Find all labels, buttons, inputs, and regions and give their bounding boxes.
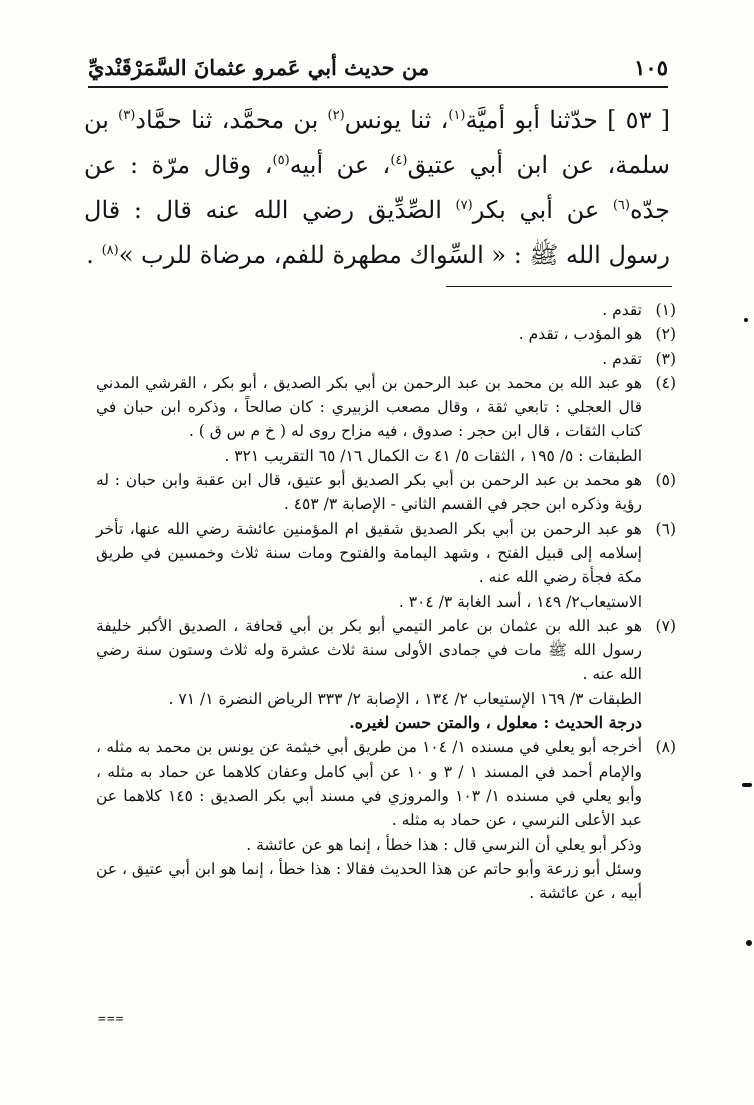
- hadith-segment: بن سلمة، عن ابن أبي عتيق: [84, 106, 671, 179]
- end-mark: ===: [98, 1012, 125, 1027]
- footnote-4: [96, 371, 676, 468]
- footnote-7: [96, 614, 676, 687]
- footnote-ref[interactable]: (١): [448, 108, 466, 123]
- footnote-number: (٥): [655, 471, 676, 490]
- footnote-ref[interactable]: (٧): [455, 198, 473, 213]
- footnote-5: [96, 468, 676, 517]
- scan-speck: [742, 783, 752, 787]
- hadith-text: [84, 98, 670, 278]
- footnote-ref[interactable]: (٢): [327, 108, 345, 123]
- footnotes: [96, 298, 676, 905]
- page-number: ١٠٥: [634, 54, 668, 80]
- footnote-text: هو محمد بن عبد الرحمن بن أبي بكر الصديق أبو عتيق، قال ابن عقبة وابن حبان : له رؤية وذكره ابن حجر في القسم الثاني - الإصابة ٣/ ٤٥٣ .: [96, 471, 642, 514]
- footnote-number: (١): [655, 301, 676, 319]
- footnote-text: تقدم .: [602, 301, 642, 319]
- running-header: [88, 48, 668, 88]
- hadith-segment: ، وقال مرّة : عن جدّه: [84, 151, 670, 224]
- footnote-text: وسئل أبو زرعة وأبو حاتم عن هذا الحديث فقالا : هذا خطأ ، إنما هو ابن أبي عتيق ، عن أبيه ، عن عائشة .: [96, 859, 642, 903]
- footnote-number: (٤): [655, 373, 676, 392]
- footnote-text: تقدم .: [602, 349, 642, 368]
- footnote-ref[interactable]: (٨): [101, 243, 119, 258]
- hadith-segment: ، عن أبيه: [289, 151, 391, 179]
- scan-speck: [746, 940, 752, 946]
- footnote-text: هو المؤدب ، تقدم .: [518, 325, 642, 344]
- footnote-number: (٦): [655, 519, 676, 538]
- footnote-text: أخرجه أبو يعلي في مسنده ١/ ١٠٤ من طريق أبي خيثمة عن يونس بن محمد به مثله ، والإمام أحمد في المسند ١ / ٣ و ١٠ عن أبي كامل وعفان كلاهما عن حماد به مثله ، وأبو يعلي في مسنده ١/ ١٠٣ والمروزي في مسند أبي بكر الصديق : ١٤٥ كلاهما عن عبد الأعلى النرسي ، عن حماد به مثله .: [96, 738, 642, 830]
- footnote-sources: الاستيعاب٢/ ١٤٩ ، أسد الغابة ٣/ ٣٠٤ .: [398, 592, 642, 611]
- footnote-3: [96, 347, 676, 371]
- scan-speck: [744, 318, 748, 322]
- footnote-number: (٣): [655, 349, 676, 368]
- footnote-number: (٨): [655, 738, 676, 757]
- hadith-grading: درجة الحديث : معلول ، والمتن حسن لغيره.: [349, 713, 642, 733]
- footnote-ref[interactable]: (٦): [612, 198, 630, 213]
- footnote-8: [96, 735, 676, 832]
- footnote-ref[interactable]: (٣): [118, 108, 136, 123]
- hadith-segment: عن أبي بكر: [472, 196, 613, 224]
- footnote-ref[interactable]: (٤): [390, 153, 408, 168]
- footnote-text: هو عبد الله بن محمد بن عبد الرحمن بن أبي بكر الصديق ، أبو بكر ، القرشي المدني قال العجلي : تابعي ثقة ، وقال مصعب الزبيري : كان صالحاً ، وذكره ابن حبان في كتاب الثقات ، قال ابن حجر : صدوق ، فيه مزاح روى له ( خ م س ق ) .: [96, 373, 642, 441]
- footnote-text: هو عبد الله بن عثمان بن عامر التيمي أبو بكر بن أبي قحافة ، الصديق الأكبر خليفة رسول الله ﷺ مات في جمادى الأولى سنة ثلاث عشرة وله ثلاث وستون سنة رضي الله عنه .: [96, 616, 643, 684]
- hadith-number: [ ٥٣ ]: [607, 106, 671, 134]
- hadith-segment: حدّثنا أبو أميَّة: [465, 106, 608, 134]
- footnote-2: [96, 322, 676, 346]
- hadith-segment: ، ثنا يونس: [344, 106, 449, 134]
- hadith-segment: بن محمَّد، ثنا حمَّاد: [135, 106, 328, 134]
- footnote-6: [96, 517, 676, 614]
- footnote-text: هو عبد الرحمن بن أبي بكر الصديق شقيق ام المؤمنين عائشة رضي الله عنها، تأخر إسلامه إلى قبيل الفتح ، وشهد اليمامة والفتوح ومات سنة ثلاث وخمسين في طريق مكة فجأة رضي الله عنه .: [96, 519, 642, 587]
- footnote-divider: [446, 286, 672, 287]
- footnote-sources: الطبقات : ٥/ ١٩٥ ، الثقات ٥/ ٤١ ت الكمال ١٦/ ٦٥ التقريب ٣٢١ .: [224, 446, 642, 465]
- footnote-number: (٢): [655, 325, 676, 344]
- header-title: من حديث أبي عَمرو عثمانَ السَّمَرْقَنْديِّ: [88, 54, 430, 80]
- footnote-ref[interactable]: (٥): [272, 153, 290, 168]
- hadith-segment: .: [86, 241, 102, 269]
- footnote-number: (٧): [655, 616, 676, 635]
- footnote-1: [96, 298, 676, 322]
- footnote-text: وذكر أبو يعلي أن النرسي قال : هذا خطأ ، إنما هو عن عائشة .: [246, 835, 642, 854]
- hadith-segment: الصِّدِّيق رضي الله عنه قال : قال رسول الله ﷺ : « السِّواك مطهرة للفم، مرضاة للرب »: [84, 196, 670, 269]
- footnote-sources: الطبقات ٣/ ١٦٩ الإستيعاب ٢/ ١٣٤ ، الإصابة ٢/ ٣٣٣ الرياض النضرة ١/ ٧١ .: [168, 689, 642, 708]
